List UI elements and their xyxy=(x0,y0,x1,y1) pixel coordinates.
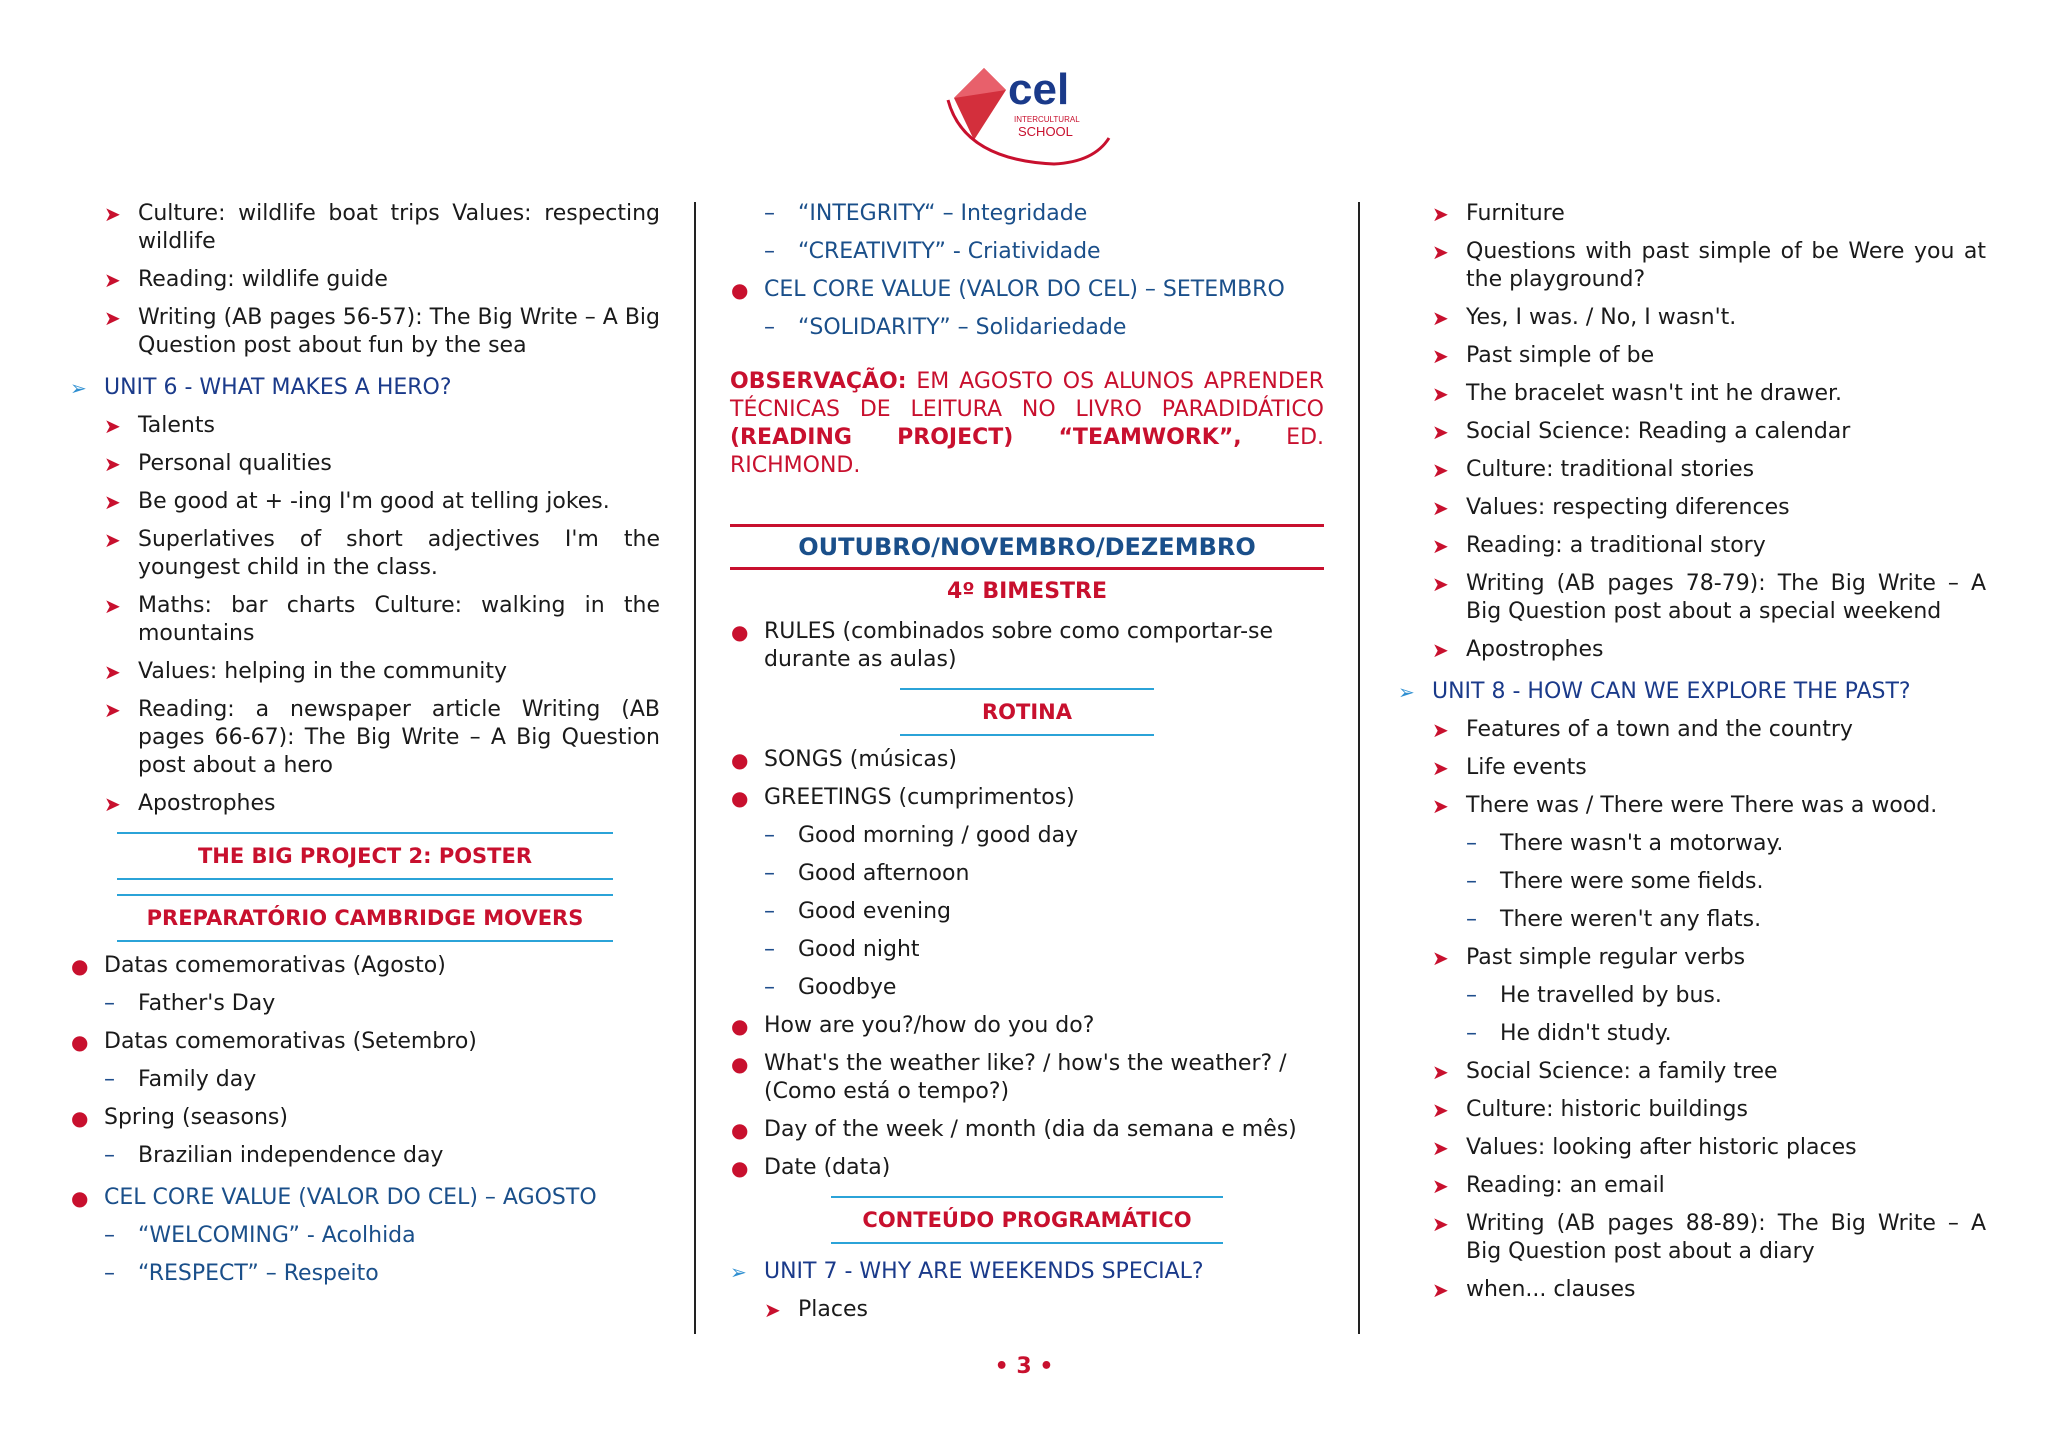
dash-bullet-icon: – xyxy=(764,315,775,340)
bullet-icon: ● xyxy=(731,1014,749,1038)
arrow-bullet-icon: ➤ xyxy=(1432,1060,1449,1084)
list-item: ➤ Values: helping in the community xyxy=(104,659,508,684)
bullet-icon: ● xyxy=(71,954,89,978)
bullet-icon: ● xyxy=(71,1106,89,1130)
outline-arrow-icon: ➢ xyxy=(1398,680,1415,704)
list-item: ➤ Maths: bar charts Culture: walking in the mountains xyxy=(104,593,660,646)
list-item: ➤ Values: respecting diferences xyxy=(1432,495,1790,520)
list-item: ➤ Culture: wildlife boat trips Values: respecting wildlife xyxy=(104,201,660,254)
list-item: – He didn't study. xyxy=(1466,1021,1672,1046)
arrow-bullet-icon: ➤ xyxy=(1432,240,1449,264)
list-item: – “WELCOMING” - Acolhida xyxy=(104,1223,416,1248)
arrow-bullet-icon: ➤ xyxy=(104,490,121,514)
list-item: ➤ Culture: traditional stories xyxy=(1432,457,1755,482)
bullet-icon: ● xyxy=(731,278,749,302)
list-item: – “SOLIDARITY” – Solidariedade xyxy=(764,315,1127,340)
dash-bullet-icon: – xyxy=(104,1261,115,1286)
list-item: ➤ Be good at + -ing I'm good at telling jokes. xyxy=(104,489,610,514)
list-item: ➤ Questions with past simple of be Were you at the playground? xyxy=(1432,239,1986,292)
arrow-bullet-icon: ➤ xyxy=(1432,496,1449,520)
dash-bullet-icon: – xyxy=(104,991,115,1016)
observation-note: OBSERVAÇÃO: EM AGOSTO OS ALUNOS APRENDER TÉCNICAS DE LEITURA NO LIVRO PARADIDÁTICO (READING PROJECT) “TEAMWORK”, ED. RICHMOND. xyxy=(730,369,1324,478)
dash-bullet-icon: – xyxy=(104,1067,115,1092)
list-item: ➤ Past simple of be xyxy=(1432,343,1655,368)
bullet-icon: ● xyxy=(731,1156,749,1180)
list-item: ➤ Social Science: Reading a calendar xyxy=(1432,419,1851,444)
dash-bullet-icon: – xyxy=(764,899,775,924)
arrow-bullet-icon: ➤ xyxy=(1432,458,1449,482)
list-item: ➤ Personal qualities xyxy=(104,451,332,476)
dash-bullet-icon: – xyxy=(1466,831,1477,856)
arrow-bullet-icon: ➤ xyxy=(104,202,121,226)
unit-heading: ➢ UNIT 7 - WHY ARE WEEKENDS SPECIAL? xyxy=(730,1259,1204,1284)
svg-text:INTERCULTURAL: INTERCULTURAL xyxy=(1014,115,1080,124)
dash-bullet-icon: – xyxy=(1466,907,1477,932)
arrow-bullet-icon: ➤ xyxy=(1432,306,1449,330)
list-item: ➤ Superlatives of short adjectives I'm the youngest child in the class. xyxy=(104,527,660,580)
svg-text:SCHOOL: SCHOOL xyxy=(1018,124,1073,139)
list-item: ● What's the weather like? / how's the weather? / (Como está o tempo?) xyxy=(731,1051,1287,1104)
list-item: ➤ Social Science: a family tree xyxy=(1432,1059,1778,1084)
list-item: ➤ Features of a town and the country xyxy=(1432,717,1853,742)
list-item: – Good evening xyxy=(764,899,951,924)
list-item: – Family day xyxy=(104,1067,257,1092)
section-title: THE BIG PROJECT 2: POSTER xyxy=(117,832,613,880)
dash-bullet-icon: – xyxy=(1466,1021,1477,1046)
list-item: ● Datas comemorativas (Agosto) xyxy=(71,953,446,978)
list-item: ➤ The bracelet wasn't int he drawer. xyxy=(1432,381,1843,406)
dash-bullet-icon: – xyxy=(764,861,775,886)
page-number: • 3 • xyxy=(994,1354,1054,1379)
list-item: – There were some fields. xyxy=(1466,869,1764,894)
arrow-bullet-icon: ➤ xyxy=(1432,534,1449,558)
dash-bullet-icon: – xyxy=(1466,983,1477,1008)
column-divider xyxy=(694,202,696,1334)
column-2 xyxy=(730,200,1324,1334)
bullet-icon: ● xyxy=(71,1186,89,1210)
dash-bullet-icon: – xyxy=(764,823,775,848)
dash-bullet-icon: – xyxy=(764,937,775,962)
list-item: ➤ There was / There were There was a wood. xyxy=(1432,793,1938,818)
list-item: ● Spring (seasons) xyxy=(71,1105,288,1130)
column-1 xyxy=(70,200,660,1298)
unit-heading: ➢ UNIT 8 - HOW CAN WE EXPLORE THE PAST? xyxy=(1398,679,1911,704)
list-item: – Good morning / good day xyxy=(764,823,1079,848)
arrow-bullet-icon: ➤ xyxy=(104,594,121,618)
list-item: ➤ Reading: an email xyxy=(1432,1173,1665,1198)
list-item: – “RESPECT” – Respeito xyxy=(104,1261,379,1286)
bimestre-title: 4º BIMESTRE xyxy=(946,579,1108,604)
outline-arrow-icon: ➢ xyxy=(730,1260,747,1284)
list-item: ➤ Reading: a traditional story xyxy=(1432,533,1766,558)
list-item: ● RULES (combinados sobre como comportar-se durante as aulas) xyxy=(731,619,1274,672)
list-item: – Good afternoon xyxy=(764,861,970,886)
bullet-icon: ● xyxy=(731,1118,749,1142)
bullet-icon: ● xyxy=(731,620,749,644)
list-item: ➤ Yes, I was. / No, I wasn't. xyxy=(1432,305,1737,330)
arrow-bullet-icon: ➤ xyxy=(104,528,121,552)
arrow-bullet-icon: ➤ xyxy=(1432,946,1449,970)
cel-logo xyxy=(944,60,1114,170)
list-item: ➤ Talents xyxy=(104,413,215,438)
dash-bullet-icon: – xyxy=(764,975,775,1000)
list-item: ● Day of the week / month (dia da semana e mês) xyxy=(731,1117,1297,1142)
arrow-bullet-icon: ➤ xyxy=(1432,756,1449,780)
arrow-bullet-icon: ➤ xyxy=(764,1298,781,1322)
list-item: – “INTEGRITY“ – Integridade xyxy=(764,201,1088,226)
list-item: ➤ Apostrophes xyxy=(1432,637,1604,662)
unit-heading: ➢ UNIT 6 - WHAT MAKES A HERO? xyxy=(70,375,452,400)
list-item: ➤ Writing (AB pages 78-79): The Big Write – A Big Question post about a special weekend xyxy=(1432,571,1986,624)
list-item: – There weren't any flats. xyxy=(1466,907,1762,932)
section-title: CONTEÚDO PROGRAMÁTICO xyxy=(831,1196,1223,1244)
arrow-bullet-icon: ➤ xyxy=(104,452,121,476)
list-item: ● Datas comemorativas (Setembro) xyxy=(71,1029,477,1054)
bullet-icon: ● xyxy=(731,1052,749,1076)
list-item: ● How are you?/how do you do? xyxy=(731,1013,1095,1038)
dash-bullet-icon: – xyxy=(1466,869,1477,894)
arrow-bullet-icon: ➤ xyxy=(104,792,121,816)
arrow-bullet-icon: ➤ xyxy=(1432,202,1449,226)
list-item: – There wasn't a motorway. xyxy=(1466,831,1784,856)
list-item: ➤ Reading: a newspaper article Writing (AB pages 66-67): The Big Write – A Big Question post about a hero xyxy=(104,697,660,778)
logo-wordmark: cel xyxy=(1008,65,1070,114)
arrow-bullet-icon: ➤ xyxy=(1432,1278,1449,1302)
list-item: – Good night xyxy=(764,937,920,962)
arrow-bullet-icon: ➤ xyxy=(1432,382,1449,406)
list-item: ➤ Culture: historic buildings xyxy=(1432,1097,1748,1122)
list-item: ● GREETINGS (cumprimentos) xyxy=(731,785,1075,810)
arrow-bullet-icon: ➤ xyxy=(104,698,121,722)
arrow-bullet-icon: ➤ xyxy=(1432,638,1449,662)
dash-bullet-icon: – xyxy=(104,1143,115,1168)
section-title: PREPARATÓRIO CAMBRIDGE MOVERS xyxy=(117,894,613,942)
arrow-bullet-icon: ➤ xyxy=(104,660,121,684)
dash-bullet-icon: – xyxy=(104,1223,115,1248)
list-item: – He travelled by bus. xyxy=(1466,983,1722,1008)
arrow-bullet-icon: ➤ xyxy=(1432,572,1449,596)
period-title: OUTUBRO/NOVEMBRO/DEZEMBRO xyxy=(730,524,1324,570)
list-item: ● CEL CORE VALUE (VALOR DO CEL) – AGOSTO xyxy=(71,1185,597,1210)
list-item: ➤ Values: looking after historic places xyxy=(1432,1135,1857,1160)
list-item: ➤ Furniture xyxy=(1432,201,1565,226)
list-item: – “CREATIVITY” - Criatividade xyxy=(764,239,1101,264)
list-item: – Brazilian independence day xyxy=(104,1143,444,1168)
bullet-icon: ● xyxy=(71,1030,89,1054)
bullet-icon: ● xyxy=(731,748,749,772)
list-item: ➤ Life events xyxy=(1432,755,1587,780)
arrow-bullet-icon: ➤ xyxy=(1432,344,1449,368)
arrow-bullet-icon: ➤ xyxy=(104,306,121,330)
arrow-bullet-icon: ➤ xyxy=(104,268,121,292)
arrow-bullet-icon: ➤ xyxy=(1432,1212,1449,1236)
list-item: ● CEL CORE VALUE (VALOR DO CEL) – SETEMBRO xyxy=(731,277,1285,302)
list-item: – Father's Day xyxy=(104,991,276,1016)
dash-bullet-icon: – xyxy=(764,239,775,264)
list-item: ● Date (data) xyxy=(731,1155,891,1180)
column-3 xyxy=(1398,200,1986,1314)
arrow-bullet-icon: ➤ xyxy=(1432,1174,1449,1198)
arrow-bullet-icon: ➤ xyxy=(1432,1136,1449,1160)
arrow-bullet-icon: ➤ xyxy=(1432,1098,1449,1122)
list-item: ➤ Apostrophes xyxy=(104,791,276,816)
list-item: ➤ when... clauses xyxy=(1432,1277,1636,1302)
arrow-bullet-icon: ➤ xyxy=(1432,420,1449,444)
list-item: – Goodbye xyxy=(764,975,897,1000)
section-title: ROTINA xyxy=(900,688,1154,736)
column-divider xyxy=(1358,202,1360,1334)
list-item: ➤ Places xyxy=(764,1297,868,1322)
list-item: ➤ Writing (AB pages 88-89): The Big Write – A Big Question post about a diary xyxy=(1432,1211,1986,1264)
arrow-bullet-icon: ➤ xyxy=(1432,718,1449,742)
arrow-bullet-icon: ➤ xyxy=(104,414,121,438)
list-item: ➤ Writing (AB pages 56-57): The Big Write – A Big Question post about fun by the sea xyxy=(104,305,660,358)
list-item: ➤ Reading: wildlife guide xyxy=(104,267,388,292)
bullet-icon: ● xyxy=(731,786,749,810)
arrow-bullet-icon: ➤ xyxy=(1432,794,1449,818)
list-item: ● SONGS (músicas) xyxy=(731,747,957,772)
outline-arrow-icon: ➢ xyxy=(70,376,87,400)
list-item: ➤ Past simple regular verbs xyxy=(1432,945,1746,970)
dash-bullet-icon: – xyxy=(764,201,775,226)
